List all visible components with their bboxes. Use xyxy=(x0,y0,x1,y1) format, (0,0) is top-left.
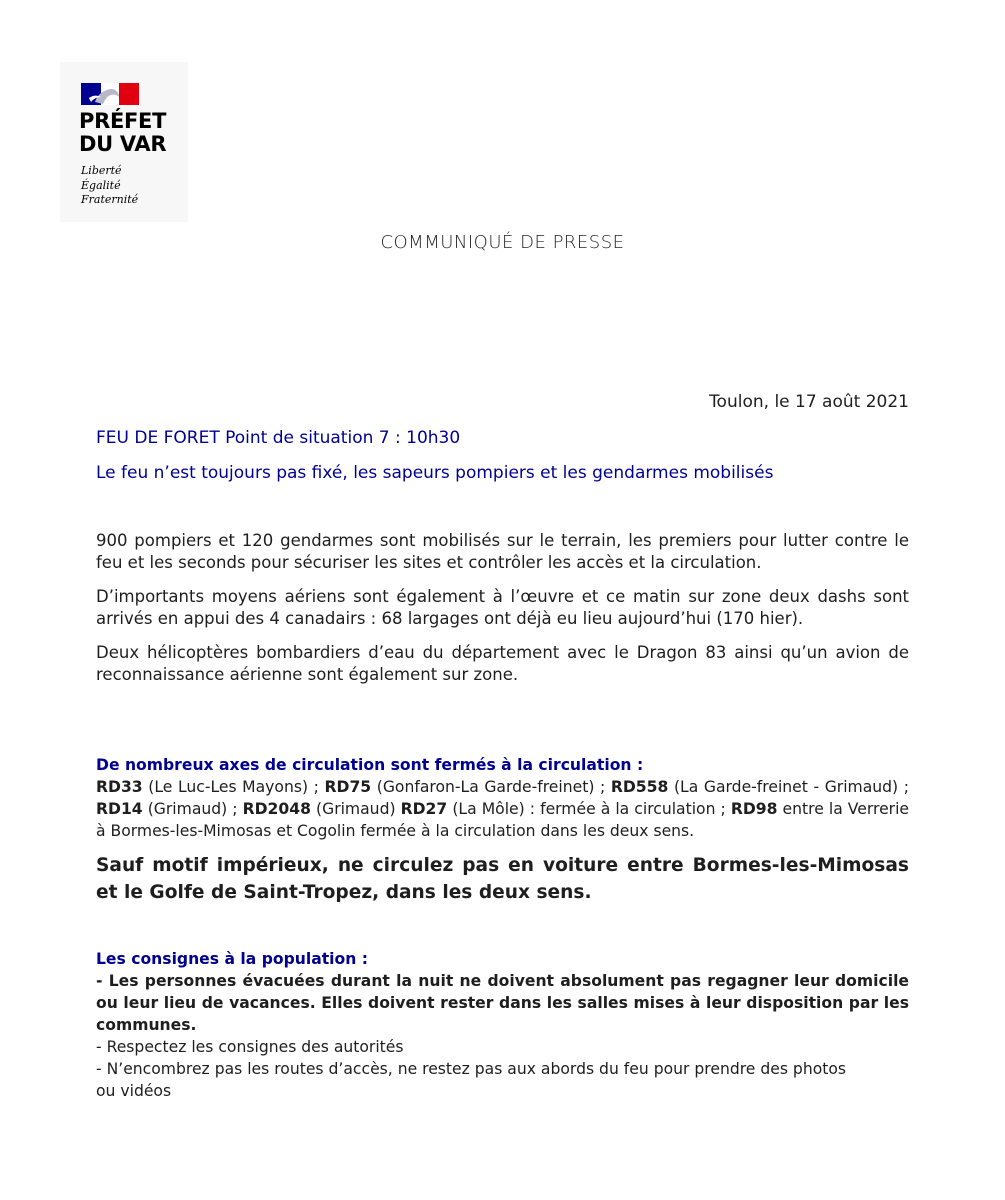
road-code: RD2048 xyxy=(242,800,311,818)
paragraph-aerial-means xyxy=(96,586,909,630)
logo-title xyxy=(79,110,166,156)
motto-egalite: Égalité xyxy=(81,178,121,192)
road-description: (Grimaud) ; xyxy=(142,800,243,818)
paragraph-text: D’importants moyens aériens sont également à l’œuvre et ce matin sur zone deux dashs sont arrivés en appui des 4 canadairs : 68 largages ont déjà eu lieu aujourd’hui (170 hier). xyxy=(96,587,909,628)
paragraph-personnel xyxy=(96,530,909,574)
marianne-flag-icon xyxy=(81,83,139,105)
road-code: RD98 xyxy=(730,800,778,818)
road-description: (Grimaud) xyxy=(310,800,401,818)
road-description: (Le Luc-Les Mayons) ; xyxy=(142,778,325,796)
road-code: RD75 xyxy=(324,778,372,796)
population-instructions-title: Les consignes à la population : xyxy=(96,950,368,968)
subject-line: FEU DE FORET Point de situation 7 : 10h30 xyxy=(96,428,461,448)
instruction-item xyxy=(96,970,909,1036)
population-instructions-section xyxy=(96,948,909,1102)
republic-motto xyxy=(81,164,138,208)
road-code: RD33 xyxy=(96,778,143,796)
road-description: entre la Verrerie à Bormes-les-Mimosas et Cogolin fermée à la circulation dans les deux sens. xyxy=(96,800,909,840)
instruction-item: - N’encombrez pas les routes d’accès, ne restez pas aux abords du feu pour prendre des photos ou vidéos xyxy=(96,1060,847,1100)
headline: Le feu n’est toujours pas fixé, les sapeurs pompiers et les gendarmes mobilisés xyxy=(96,463,774,483)
prefecture-logo xyxy=(60,62,188,222)
road-closures-list xyxy=(96,776,909,842)
road-description: (La Garde-freinet - Grimaud) ; xyxy=(668,778,909,796)
road-description: (La Môle) : fermée à la circulation ; xyxy=(447,800,731,818)
road-closures-title: De nombreux axes de circulation sont fermés à la circulation : xyxy=(96,756,644,774)
paragraph-text: Deux hélicoptères bombardiers d’eau du département avec le Dragon 83 ainsi qu’un avion de reconnaissance aérienne sont également sur zone. xyxy=(96,643,909,684)
driving-warning: Sauf motif impérieux, ne circulez pas en voiture entre Bormes-les-Mimosas et le Golfe de Saint-Tropez, dans les deux sens. xyxy=(96,855,909,903)
instruction-text: - Les personnes évacuées durant la nuit ne doivent absolument pas regagner leur domicile ou leur lieu de vacances. Elles doivent rester dans les salles mises à leur disposition par les communes. xyxy=(96,972,909,1034)
road-description: (Gonfaron-La Garde-freinet) ; xyxy=(371,778,611,796)
logo-title-line1: PRÉFET xyxy=(79,109,167,133)
paragraph-helicopters xyxy=(96,642,909,686)
document-type-heading: COMMUNIQUÉ DE PRESSE xyxy=(380,232,625,253)
motto-fraternite: Fraternité xyxy=(81,193,139,206)
dateline: Toulon, le 17 août 2021 xyxy=(709,392,909,412)
motto-liberte: Liberté xyxy=(81,164,122,177)
logo-title-line2: DU VAR xyxy=(79,132,167,156)
instruction-item: - Respectez les consignes des autorités xyxy=(96,1038,404,1056)
road-code: RD558 xyxy=(610,778,669,796)
paragraph-text: 900 pompiers et 120 gendarmes sont mobilisés sur le terrain, les premiers pour lutter contre le feu et les seconds pour sécuriser les sites et contrôler les accès et la circulation. xyxy=(96,531,909,572)
road-code: RD14 xyxy=(96,800,143,818)
road-closures-section xyxy=(96,754,909,842)
road-code: RD27 xyxy=(400,800,448,818)
